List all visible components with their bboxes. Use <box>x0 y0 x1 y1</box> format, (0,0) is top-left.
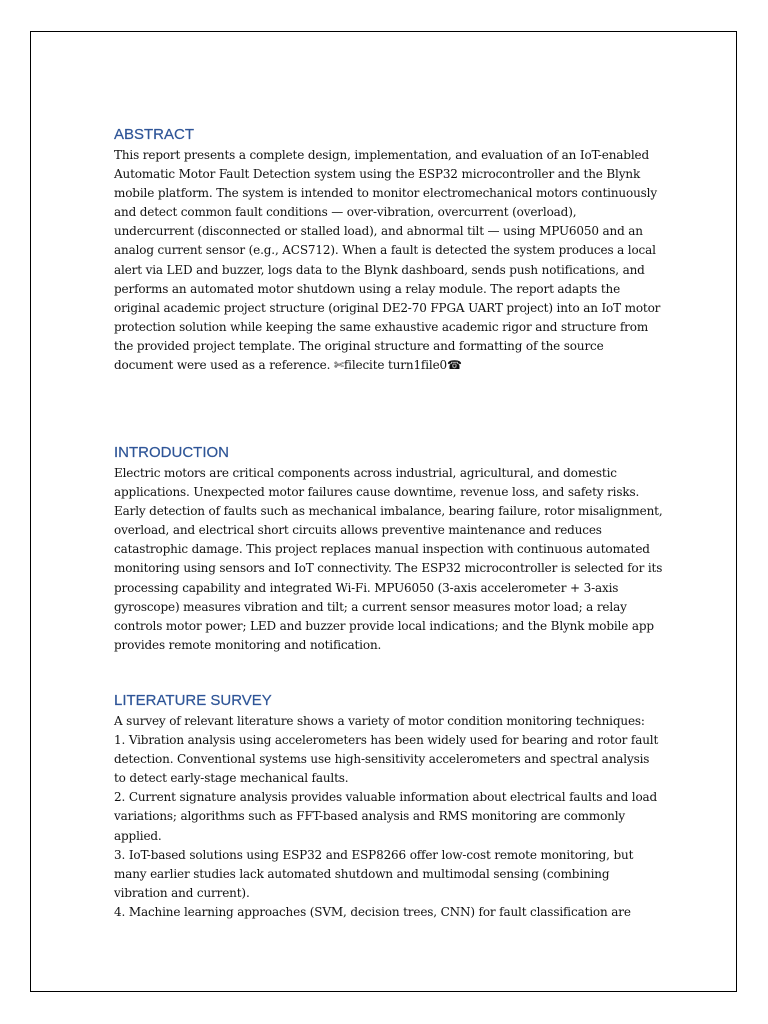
text-line: original academic project structure (original DE2-70 FPGA UART project) into an IoT motor <box>114 300 661 315</box>
text-line: monitoring using sensors and IoT connectivity. The ESP32 microcontroller is selected for its <box>114 561 663 576</box>
text-line: overload, and electrical short circuits allows preventive maintenance and reduces <box>114 523 602 538</box>
text-line: Automatic Motor Fault Detection system using the ESP32 microcontroller and the Blynk <box>114 167 641 182</box>
text-line: many earlier studies lack automated shutdown and multimodal sensing (combining <box>114 866 610 881</box>
text-line: gyroscope) measures vibration and tilt; a current sensor measures motor load; a relay <box>114 599 627 614</box>
text-line: 2. Current signature analysis provides valuable information about electrical faults and load <box>114 790 658 805</box>
text-line: analog current sensor (e.g., ACS712). When a fault is detected the system produces a local <box>114 243 656 258</box>
text-line: 3. IoT-based solutions using ESP32 and ESP8266 offer low-cost remote monitoring, but <box>114 847 634 862</box>
text-line: variations; algorithms such as FFT-based analysis and RMS monitoring are commonly <box>114 809 626 824</box>
text-line: undercurrent (disconnected or stalled load), and abnormal tilt — using MPU6050 and an <box>114 224 643 239</box>
text-line: vibration and current). <box>114 885 250 900</box>
text-line: Electric motors are critical components across industrial, agricultural, and domestic <box>114 466 617 480</box>
text-line: controls motor power; LED and buzzer provide local indications; and the Blynk mobile app <box>114 618 654 633</box>
literature-survey-section <box>114 692 659 922</box>
text-line: processing capability and integrated Wi-Fi. MPU6050 (3-axis accelerometer + 3-axis <box>114 580 619 595</box>
text-line: mobile platform. The system is intended to monitor electromechanical motors continuously <box>114 186 657 201</box>
text-line: 1. Vibration analysis using accelerometers has been widely used for bearing and rotor fault <box>114 733 659 748</box>
text-line: alert via LED and buzzer, logs data to the Blynk dashboard, sends push notifications, and <box>114 262 645 277</box>
abstract-section <box>114 126 659 375</box>
text-line: catastrophic damage. This project replaces manual inspection with continuous automated <box>114 542 650 557</box>
text-line: detection. Conventional systems use high-sensitivity accelerometers and spectral analysis <box>114 752 650 767</box>
text-line: 4. Machine learning approaches (SVM, decision trees, CNN) for fault classification are <box>114 904 631 919</box>
text-line: to detect early-stage mechanical faults. <box>114 771 349 786</box>
text-line: the provided project template. The original structure and formatting of the source <box>114 338 604 353</box>
text-line: document were used as a reference. ✄filecite turn1file0☎ <box>114 358 462 373</box>
text-line: provides remote monitoring and notification. <box>114 637 382 652</box>
text-line: protection solution while keeping the same exhaustive academic rigor and structure from <box>114 319 649 334</box>
text-line: Early detection of faults such as mechanical imbalance, bearing failure, rotor misalignment, <box>114 504 663 519</box>
text-line: performs an automated motor shutdown using a relay module. The report adapts the <box>114 281 621 296</box>
text-line: This report presents a complete design, implementation, and evaluation of an IoT-enabled <box>114 148 650 162</box>
text-line: A survey of relevant literature shows a variety of motor condition monitoring techniques: <box>114 714 645 728</box>
text-line: applications. Unexpected motor failures cause downtime, revenue loss, and safety risks. <box>114 485 640 500</box>
introduction-body <box>114 464 663 655</box>
text-line: applied. <box>114 828 162 843</box>
literature-survey-body <box>114 712 659 922</box>
text-line: and detect common fault conditions — over-vibration, overcurrent (overload), <box>114 205 577 220</box>
abstract-body <box>114 146 659 375</box>
introduction-heading: INTRODUCTION <box>114 444 229 461</box>
document-page <box>30 31 737 992</box>
abstract-heading: ABSTRACT <box>114 126 195 143</box>
introduction-section <box>114 444 663 655</box>
literature-survey-heading: LITERATURE SURVEY <box>114 692 272 709</box>
